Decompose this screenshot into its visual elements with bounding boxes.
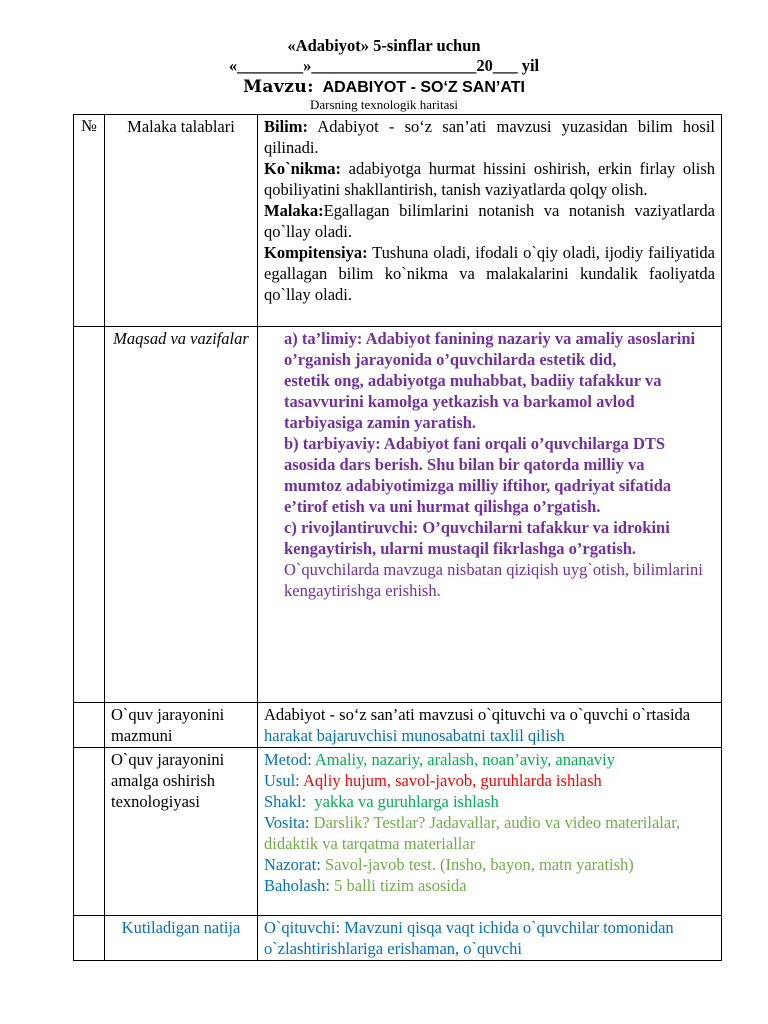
usul-line — [264, 770, 715, 791]
row-label-requirements: Malaka talablari — [105, 115, 258, 327]
number-header: № — [74, 115, 105, 327]
header-topic — [0, 77, 768, 97]
baholash-label: Baholash: — [264, 876, 330, 895]
goal-educational: a) ta’limiy: Adabiyot fanining nazariy va amaliy asoslarini o’rganish jarayonida o’quvchilarda estetik did, — [284, 329, 696, 369]
metod-text: Amaliy, nazariy, aralash, noan’aviy, ananaviy — [311, 750, 615, 769]
goal-upbringing-cont: mumtoz adabiyotimizga milliy iftihor, qadriyat sifatida e’tirof etish va uni hurmat qilishga o’rgatish. — [284, 476, 672, 516]
bilim-paragraph — [264, 116, 715, 158]
number-cell — [74, 327, 105, 703]
malaka-paragraph — [264, 200, 715, 242]
nazorat-line — [264, 854, 715, 875]
topic-label: Mavzu: — [243, 77, 315, 97]
malaka-text: Egallagan bilimlarini notanish va notanish vaziyatlarda qo`llay oladi. — [264, 201, 715, 241]
goal-upbringing: b) tarbiyaviy: Adabiyot fani orqali o’quvchilarga DTS asosida dars berish. Shu bilan bir qatorda milliy va — [284, 434, 666, 474]
vosita-text: Darslik? Testlar? Jadavallar, audio va video materilalar, didaktik va tarqatma materiallar — [264, 813, 681, 853]
goals-cell — [258, 327, 722, 703]
konikma-label: Ko`nikma: — [264, 159, 342, 178]
technology-cell — [258, 748, 722, 916]
nazorat-label: Nazorat: — [264, 855, 321, 874]
row-label-content: O`quv jarayonini mazmuni — [105, 703, 258, 748]
malaka-label: Malaka: — [264, 201, 324, 220]
vosita-label: Vosita: — [264, 813, 310, 832]
header-line-date: «________»____________________20___ yil — [228, 56, 540, 75]
kompitensiya-label: Kompitensiya: — [264, 243, 368, 262]
goal-educational-cont: estetik ong, adabiyotga muhabbat, badiiy tafakkur va tasavvurini kamolga yetkazish va barkamol avlod tarbiyasiga zamin yaratish. — [284, 371, 662, 432]
result-cell: O`qituvchi: Mavzuni qisqa vaqt ichida o`quvchilar tomonidan o`zlashtirishlariga erishaman, o`quvchi — [258, 916, 722, 961]
number-cell — [74, 916, 105, 961]
shakl-label: Shakl: — [264, 792, 307, 811]
metod-label: Metod: — [264, 750, 312, 769]
lesson-map-table — [73, 114, 722, 961]
goal-interest: O`quvchilarda mavzuga nisbatan qiziqish uyg`otish, bilimlarini kengaytirishga erishish. — [284, 560, 703, 600]
content-cell — [258, 703, 722, 748]
konikma-text: adabiyotga hurmat hissini oshirish, erkin firlay olish qobiliyatini shakllantirish, tanish vaziyatlarda qolqy olish. — [264, 159, 715, 199]
kompitensiya-text: Tushuna oladi, ifodali o`qiy oladi, ijodiy failiyatida egallagan bilim ko`nikma va malakalarini kundalik faoliyatda qo`llay oladi. — [264, 243, 715, 304]
content-text-highlight: harakat bajaruvchisi munosabatni taxlil qilish — [264, 726, 565, 745]
table-row — [74, 916, 722, 961]
usul-text: Aqliy hujum, savol-javob, guruhlarda ishlash — [299, 771, 602, 790]
table-row — [74, 748, 722, 916]
goal-developmental: c) rivojlantiruvchi: O’quvchilarni tafakkur va idrokini kengaytirish, ularni mustaqil fikrlashga o’rgatish. — [284, 518, 670, 558]
table-row — [74, 115, 722, 327]
nazorat-text: Savol-javob test. (Insho, bayon, matn yaratish) — [320, 855, 634, 874]
row-label-result: Kutiladigan natija — [105, 916, 258, 961]
konikma-paragraph — [264, 158, 715, 200]
row-label-goals: Maqsad va vazifalar — [105, 327, 258, 703]
topic-title: ADABIYOT - SO‘Z SAN’ATI — [322, 79, 525, 96]
page-subtitle: Darsning texnologik haritasi — [309, 97, 459, 112]
bilim-text: Adabiyot - so‘z san’ati mavzusi yuzasidan bilim hosil qilinadi. — [264, 117, 715, 157]
header-line-class: «Adabiyot» 5-sinflar uchun — [287, 36, 481, 55]
table-row — [74, 327, 722, 703]
shakl-line — [264, 791, 715, 812]
kompitensiya-paragraph — [264, 242, 715, 305]
number-cell — [74, 748, 105, 916]
usul-label: Usul: — [264, 771, 300, 790]
vosita-line — [264, 812, 715, 854]
baholash-line — [264, 875, 715, 896]
table-row — [74, 703, 722, 748]
number-cell — [74, 703, 105, 748]
baholash-text: 5 balli tizim asosida — [330, 876, 467, 895]
bilim-label: Bilim: — [264, 117, 308, 136]
metod-line — [264, 749, 715, 770]
requirements-cell — [258, 115, 722, 327]
shakl-text: yakka va guruhlarga ishlash — [306, 792, 499, 811]
content-text: Adabiyot - so‘z san’ati mavzusi o`qituvchi va o`quvchi o`rtasida — [264, 705, 691, 724]
row-label-technology: O`quv jarayonini amalga oshirish texnologiyasi — [105, 748, 258, 916]
